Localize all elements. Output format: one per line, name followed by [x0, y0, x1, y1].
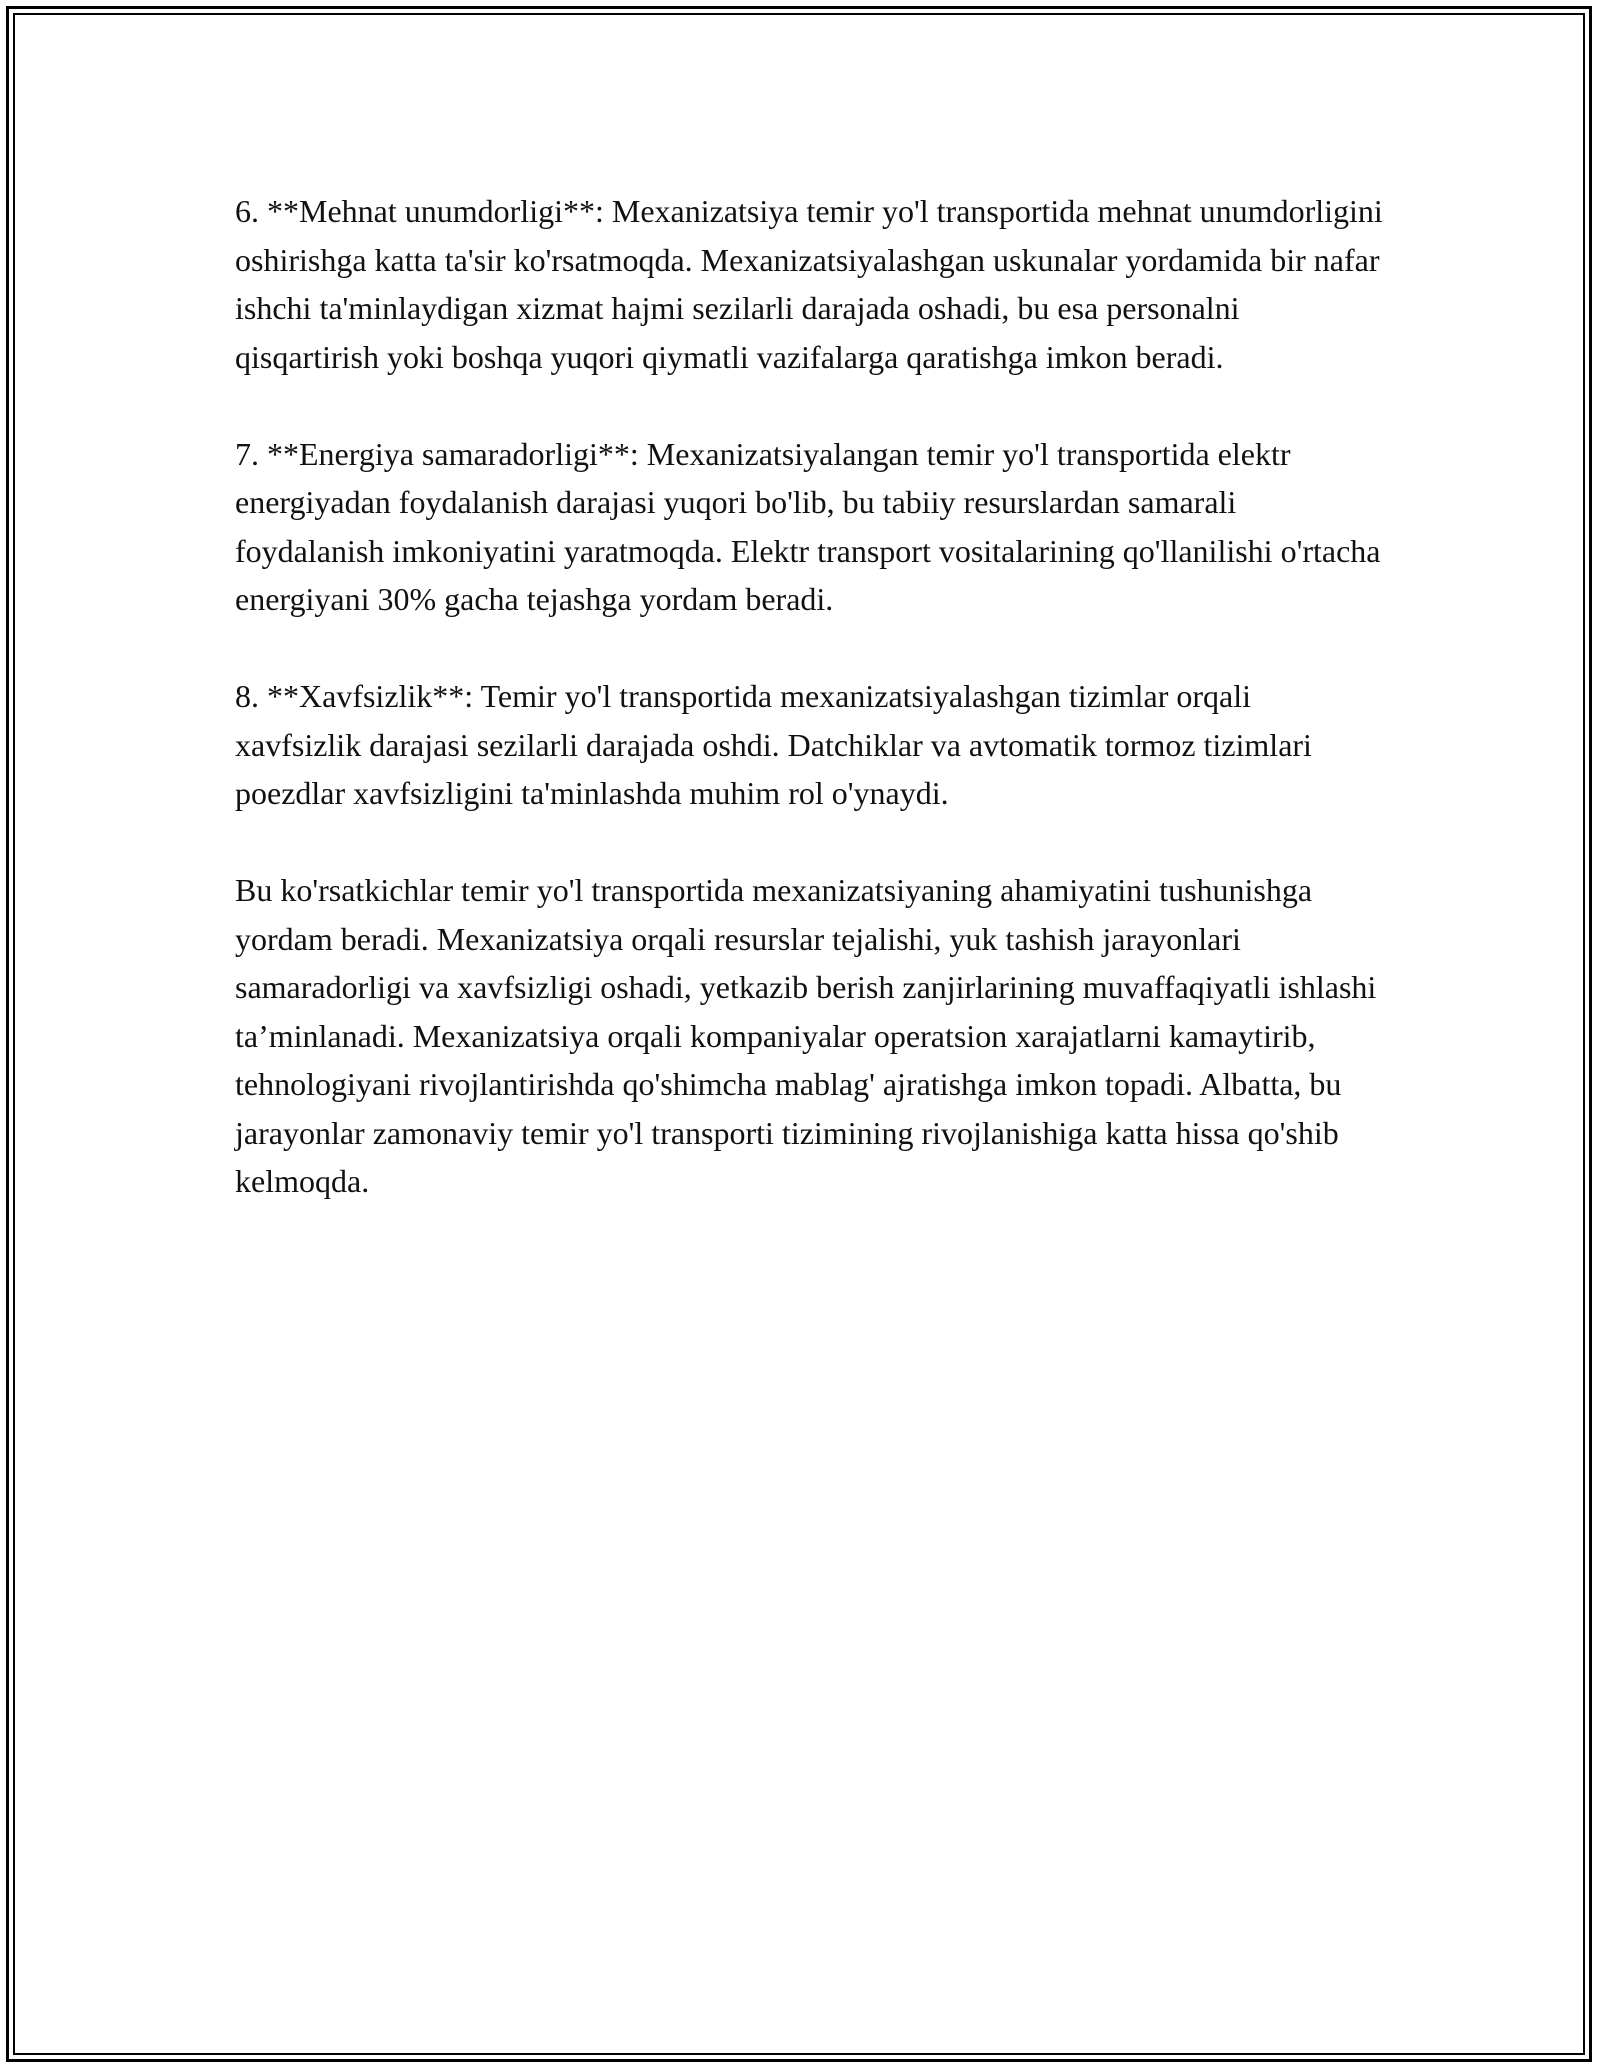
paragraph-xavfsizlik: 8. **Xavfsizlik**: Temir yo'l transportida mexanizatsiyalashgan tizimlar orqali xavfsizlik darajasi sezilarli darajada oshdi. Datchiklar va avtomatik tormoz tizimlari poezdlar xavfsizligini ta'minlashda muhim rol o'ynaydi. — [235, 678, 1312, 811]
document-body — [235, 187, 1385, 1254]
paragraph-conclusion: Bu ko'rsatkichlar temir yo'l transportida mexanizatsiyaning ahamiyatini tushunishga yordam beradi. Mexanizatsiya orqali resurslar tejalishi, yuk tashish jarayonlari samaradorligi va xavfsizligi oshadi, yetkazib berish zanjirlarining muvaffaqiyatli ishlashi ta’minlanadi. Mexanizatsiya orqali kompaniyalar operatsion xarajatlarni kamaytirib, tehnologiyani rivojlantirishda qo'shimcha mablag' ajratishga imkon topadi. Albatta, bu jarayonlar zamonaviy temir yo'l transporti tizimining rivojlanishiga katta hissa qo'shib kelmoqda. — [235, 872, 1377, 1199]
paragraph-energiya-samaradorligi: 7. **Energiya samaradorligi**: Mexanizatsiyalangan temir yo'l transportida elektr energiyadan foydalanish darajasi yuqori bo'lib, bu tabiiy resurslardan samarali foydalanish imkoniyatini yaratmoqda. Elektr transport vositalarining qo'llanilishi o'rtacha energiyani 30% gacha tejashga yordam beradi. — [235, 435, 1381, 617]
paragraph-mehnat-unumdorligi: 6. **Mehnat unumdorligi**: Mexanizatsiya temir yo'l transportida mehnat unumdorligini oshirishga katta ta'sir ko'rsatmoqda. Mexanizatsiyalashgan uskunalar yordamida bir nafar ishchi ta'minlaydigan xizmat hajmi sezilarli darajada oshadi, bu esa personalni qisqartirish yoki boshqa yuqori qiymatli vazifalarga qaratishga imkon beradi. — [235, 193, 1383, 375]
